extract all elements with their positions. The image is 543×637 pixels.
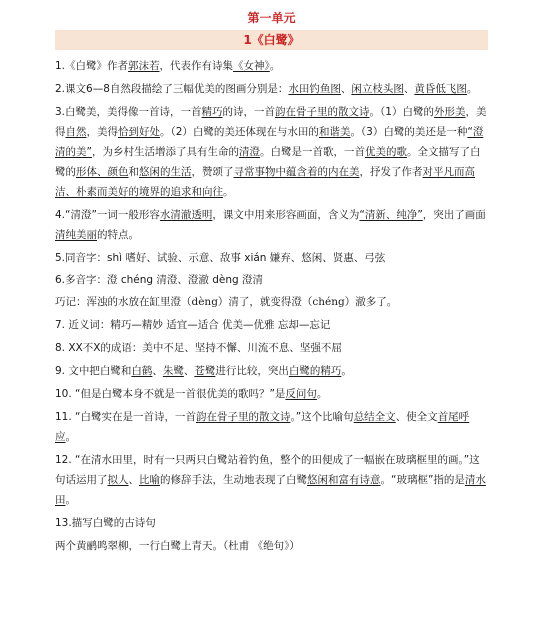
underlined-key-phrase: “清新、纯净” (359, 209, 423, 221)
underlined-key-phrase: 朱鹭 (162, 365, 184, 377)
underlined-key-phrase: 总结全文 (353, 411, 396, 423)
underlined-key-phrase: 《女神》 (233, 60, 270, 72)
note-text: 。 (341, 365, 352, 377)
underlined-key-phrase: 白鹭的精巧 (288, 365, 342, 377)
note-item-15 (55, 536, 488, 556)
underlined-key-phrase: 首尾呼应 (55, 411, 470, 443)
note-text: 。白鹭是一首歌，一首 (259, 146, 365, 158)
note-text: 两个黄鹂鸣翠柳，一行白鹭上青天。（杜甫 《绝句》） (55, 540, 300, 552)
note-text: 。 (269, 60, 281, 72)
note-text: 、 (128, 474, 139, 486)
underlined-key-phrase: 形体、颜色 (76, 166, 129, 178)
note-item-3 (55, 102, 488, 202)
underlined-key-phrase: 比喻 (139, 474, 160, 486)
note-item-4 (55, 205, 488, 245)
note-text: 。 (316, 388, 328, 400)
underlined-key-phrase: 韵在骨子里的散文诗 (195, 411, 291, 423)
underlined-key-phrase: 清澄 (238, 146, 260, 158)
note-text: ，抒发了作者 (359, 166, 423, 178)
underlined-key-phrase: 清纯美丽 (55, 229, 97, 241)
note-text: 。（1）白鹭的 (369, 106, 434, 118)
underlined-key-phrase: 优美的歌 (364, 146, 407, 158)
note-text: 5.同音字：shì 嗜好、试验、示意、敌事 xián 嫌弃、悠闲、贤惠、弓弦 (55, 252, 386, 264)
note-text: ，课文中用来形容画面，含义为 (212, 209, 360, 221)
underlined-key-phrase: 精巧 (201, 106, 223, 118)
underlined-key-phrase: 恰到好处 (118, 126, 160, 138)
note-text: 6.多音字：澄 chéng 清澄、澄澈 dèng 澄清 (55, 274, 264, 286)
note-text: 。 (65, 494, 76, 506)
note-text: 、 (183, 365, 195, 377)
underlined-key-phrase: 自然 (65, 126, 87, 138)
note-item-6 (55, 270, 488, 290)
note-item-9 (55, 338, 488, 358)
note-text: 9. 文中把白鹭和 (55, 365, 132, 377)
note-text: 的特点。 (97, 229, 139, 241)
note-text: 4.“清澄”一词一般形容 (55, 209, 160, 221)
underlined-key-phrase: 反问句 (285, 388, 317, 400)
underlined-key-phrase: 闲立枝头图 (351, 83, 404, 95)
note-text: 。（3）白鹭的美还是一种 (350, 126, 468, 138)
underlined-key-phrase: “澄清的美” (55, 126, 484, 158)
underlined-key-phrase: 清水田 (55, 474, 486, 506)
underlined-key-phrase: 苍鹭 (194, 365, 216, 377)
note-item-13 (55, 450, 488, 510)
note-item-1 (55, 56, 488, 76)
underlined-key-phrase: 白鹤 (131, 365, 153, 377)
notes-list (55, 56, 488, 556)
note-text: 。全文描写了白鹭的 (55, 146, 481, 178)
note-text: 13.描写白鹭的古诗句 (55, 517, 156, 529)
note-item-5 (55, 248, 488, 268)
underlined-key-phrase: 郭沫若 (128, 60, 160, 72)
underlined-key-phrase: 悠闲和富有诗意 (307, 474, 381, 486)
underlined-key-phrase: 韵在骨子里的散文诗 (275, 106, 370, 118)
note-text: ，为乡村生活增添了具有生命的 (91, 146, 239, 158)
note-text: 1.《白鹭》作者 (55, 60, 129, 72)
note-text: 2.课文6—8自然段描绘了三幅优美的图画分别是： (55, 83, 289, 95)
note-text: 、 (403, 83, 415, 95)
note-text: 进行比较，突出 (215, 365, 289, 377)
underlined-key-phrase: 黄昏低飞图 (414, 83, 467, 95)
note-text: 11. “白鹭实在是一首诗，一首 (55, 411, 196, 423)
note-text: ，美得 (55, 106, 487, 138)
note-text: 的诗，一首 (222, 106, 276, 118)
underlined-key-phrase: 水清澈透明 (159, 209, 213, 221)
underlined-key-phrase: 水田钓鱼图 (288, 83, 341, 95)
note-text: ，代表作有诗集 (159, 60, 234, 72)
note-text: 的修辞手法，生动地表现了白鹭 (160, 474, 307, 486)
note-item-11 (55, 384, 488, 404)
note-item-7 (55, 292, 488, 312)
note-item-10 (55, 361, 488, 381)
note-text: 3.白鹭美，美得像一首诗，一首 (55, 106, 202, 118)
underlined-key-phrase: 和谐美 (318, 126, 351, 138)
underlined-key-phrase: 悠闲的生活 (139, 166, 192, 178)
note-text: 7. 近义词：精巧—精妙 适宜—适合 优美—优雅 忘却—忘记 (55, 319, 331, 331)
note-text: 、使全文 (395, 411, 438, 423)
note-text: ，突出了画面 (422, 209, 486, 221)
note-text: 。 (65, 431, 76, 443)
note-text: 、 (340, 83, 352, 95)
note-text: ，美得 (86, 126, 118, 138)
note-text: 8. XX不X的成语：美中不足、坚持不懈、川流不息、坚强不屈 (55, 342, 342, 354)
note-text: 巧记：浑浊的水放在缸里澄（dèng）清了，就变得澄（chéng）澈多了。 (55, 296, 398, 308)
note-item-2 (55, 79, 488, 99)
note-text: 12. “在清水田里，时有一只两只白鹭站着钓鱼，整个的田便成了一幅嵌在玻璃框里的画。”这句话运用了 (55, 454, 480, 486)
unit-title: 第一单元 (247, 11, 296, 25)
underlined-key-phrase: 外形美 (433, 106, 466, 118)
underlined-key-phrase: 对平凡而高洁、朴素而美好的境界的追求和向往 (55, 166, 475, 198)
lesson-title-bar (55, 30, 488, 50)
note-text: 。 (223, 186, 234, 198)
note-text: 。”这个比喻句 (290, 411, 354, 423)
note-text: 。（2）白鹭的美还体现在与水田的 (160, 126, 319, 138)
note-item-8 (55, 315, 488, 335)
note-item-12 (55, 407, 488, 447)
underlined-key-phrase: 拟人 (107, 474, 129, 486)
note-item-14 (55, 513, 488, 533)
note-text: 和 (128, 166, 139, 178)
note-text: 。“玻璃框”指的是 (380, 474, 465, 486)
note-text: 。 (466, 83, 478, 95)
note-text: 10. “但是白鹭本身不就是一首很优美的歌吗？”是 (55, 388, 286, 400)
note-text: ，赞颂了 (191, 166, 234, 178)
note-text: 、 (152, 365, 163, 377)
underlined-key-phrase: 寻常事物中蕴含着的内在美 (233, 166, 360, 178)
lesson-title: 1《白鹭》 (243, 33, 300, 47)
